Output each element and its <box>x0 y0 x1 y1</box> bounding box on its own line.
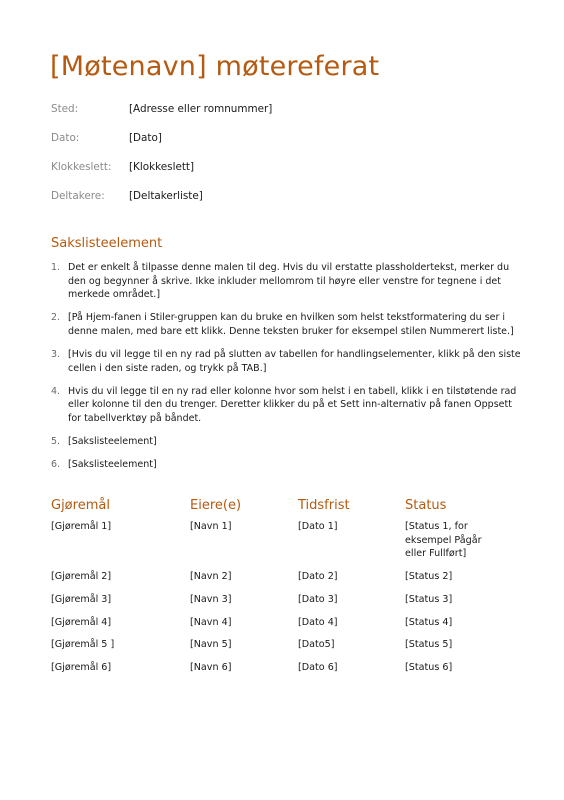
deadline-cell: [Dato 4] <box>298 616 338 628</box>
agenda-item-text: [På Hjem-fanen i Stiler-gruppen kan du bruke en hvilken som helst tekstformatering du ser i denne malen, med bare ett klikk. Denne teksten bruker for eksempel stilen Nummerert liste.] <box>68 312 514 337</box>
owner-cell: [Navn 1] <box>190 521 232 532</box>
table-header-row <box>51 496 521 520</box>
document-title: [Møtenavn] møtereferat <box>50 51 380 82</box>
meta-label: Sted: <box>51 103 79 115</box>
owner-cell: [Navn 5] <box>190 639 232 651</box>
agenda-list <box>51 261 521 481</box>
agenda-item <box>51 348 521 375</box>
owner-cell: [Navn 6] <box>190 662 232 674</box>
agenda-item-number: 2. <box>51 312 61 324</box>
agenda-item-number: 5. <box>51 435 61 447</box>
agenda-item-number: 6. <box>51 459 61 471</box>
meta-label: Klokkeslett: <box>51 161 112 173</box>
meta-row-location <box>51 100 511 129</box>
meta-row-date <box>51 129 511 158</box>
meta-row-attendees <box>51 187 511 216</box>
meta-label: Deltakere: <box>51 190 105 202</box>
column-header-task: Gjøremål <box>51 498 110 513</box>
owner-cell: [Navn 3] <box>190 593 232 605</box>
table-row <box>51 661 521 684</box>
action-items-table <box>51 496 521 684</box>
table-row <box>51 520 521 570</box>
meta-value: [Klokkeslett] <box>129 161 195 173</box>
table-row <box>51 570 521 593</box>
status-cell: [Status 6] <box>405 662 453 674</box>
status-cell: [Status 3] <box>405 593 453 605</box>
column-header-deadline: Tidsfrist <box>298 498 350 513</box>
status-cell: [Status 5] <box>405 639 453 651</box>
table-row <box>51 616 521 639</box>
column-header-status: Status <box>405 498 447 513</box>
agenda-item-number: 3. <box>51 348 61 360</box>
meeting-details <box>51 100 511 216</box>
task-cell: [Gjøremål 6] <box>51 662 112 674</box>
task-cell: [Gjøremål 3] <box>51 593 112 605</box>
status-cell: [Status 1, for eksempel Pågår eller Fullført] <box>405 521 482 560</box>
task-cell: [Gjøremål 2] <box>51 571 112 582</box>
deadline-cell: [Dato5] <box>298 639 335 651</box>
agenda-item <box>51 435 521 449</box>
deadline-cell: [Dato 1] <box>298 521 338 532</box>
task-cell: [Gjøremål 1] <box>51 521 112 532</box>
agenda-item <box>51 458 521 472</box>
agenda-item <box>51 261 521 302</box>
meta-value: [Adresse eller romnummer] <box>129 103 273 115</box>
meta-row-time <box>51 158 511 187</box>
meta-value: [Dato] <box>129 132 162 144</box>
task-cell: [Gjøremål 5 ] <box>51 639 115 651</box>
owner-cell: [Navn 2] <box>190 571 232 582</box>
deadline-cell: [Dato 6] <box>298 662 338 674</box>
agenda-item <box>51 385 521 426</box>
agenda-item-text: [Hvis du vil legge til en ny rad på slutten av tabellen for handlingselementer, klikk på den siste cellen i den siste raden, og trykk på TAB.] <box>68 348 521 374</box>
table-row <box>51 593 521 616</box>
agenda-item-number: 4. <box>51 385 61 397</box>
status-cell: [Status 2] <box>405 571 453 582</box>
agenda-item-text: Hvis du vil legge til en ny rad eller kolonne hvor som helst i en tabell, klikk i en tilstøtende rad eller kolonne til den du trenger. Deretter klikker du på et Sett inn-alternativ på fanen Oppsett for tabellverktøy på båndet. <box>68 385 517 424</box>
task-cell: [Gjøremål 4] <box>51 616 112 628</box>
deadline-cell: [Dato 3] <box>298 593 338 605</box>
column-header-owner: Eiere(e) <box>190 498 242 513</box>
agenda-item-number: 1. <box>51 262 61 273</box>
agenda-item <box>51 311 521 338</box>
meta-value: [Deltakerliste] <box>129 190 203 202</box>
meta-label: Dato: <box>51 132 80 144</box>
agenda-item-text: [Sakslisteelement] <box>68 459 157 471</box>
agenda-heading: Sakslisteelement <box>51 236 163 251</box>
status-cell: [Status 4] <box>405 616 453 628</box>
deadline-cell: [Dato 2] <box>298 571 338 582</box>
owner-cell: [Navn 4] <box>190 616 232 628</box>
table-row <box>51 638 521 661</box>
agenda-item-text: Det er enkelt å tilpasse denne malen til deg. Hvis du vil erstatte plassholdertekst, merker du den og begynner å skrive. Ikke inkluder mellomrom til høyre eller venstre for tegnene i det merkede området.] <box>68 262 510 301</box>
agenda-item-text: [Sakslisteelement] <box>68 435 157 447</box>
